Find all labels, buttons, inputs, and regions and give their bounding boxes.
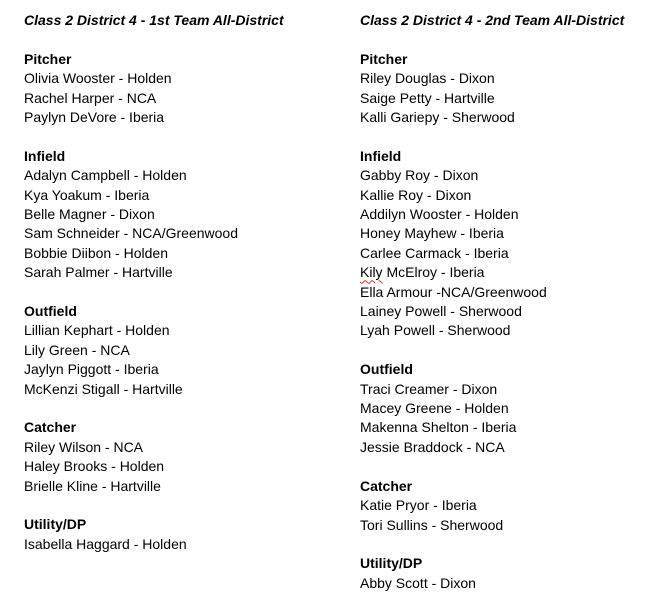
player-entry: Isabella Haggard - Holden	[24, 535, 187, 552]
section-heading: Utility/DP	[24, 516, 87, 533]
player-entry: Olivia Wooster - Holden	[24, 70, 172, 87]
second-team-section-catcher	[360, 477, 645, 535]
second-team-section-utility-dp	[360, 554, 645, 593]
section-heading: Infield	[360, 147, 402, 164]
first-team-section-pitcher	[24, 50, 344, 128]
player-entry: Lily Green - NCA	[24, 341, 130, 358]
section-heading: Utility/DP	[360, 555, 423, 572]
player-entry: Riley Wilson - NCA	[24, 438, 144, 455]
first-team-section-utility-dp	[24, 515, 344, 554]
player-entry: Sarah Palmer - Hartville	[24, 264, 173, 281]
first-team-column	[24, 11, 344, 574]
player-entry: Sam Schneider - NCA/Greenwood	[24, 225, 238, 242]
second-team-title: Class 2 District 4 - 2nd Team All-District	[360, 12, 625, 28]
player-entry: Adalyn Campbell - Holden	[24, 167, 187, 184]
player-entry: Kily McElroy - Iberia	[360, 264, 485, 281]
player-entry: Haley Brooks - Holden	[24, 458, 165, 475]
section-heading: Outfield	[24, 303, 77, 320]
player-entry: Macey Greene - Holden	[360, 400, 509, 417]
player-entry: Bobbie Diibon - Holden	[24, 244, 168, 261]
player-entry: Traci Creamer - Dixon	[360, 380, 498, 397]
player-entry: Makenna Shelton - Iberia	[360, 419, 517, 436]
first-team-section-outfield	[24, 302, 344, 399]
second-team-section-infield	[360, 147, 645, 341]
section-heading: Catcher	[24, 419, 77, 436]
player-entry: Brielle Kline - Hartville	[24, 477, 161, 494]
second-team-section-pitcher	[360, 50, 645, 128]
player-entry: Lyah Powell - Sherwood	[360, 322, 511, 339]
player-entry: Kya Yoakum - Iberia	[24, 186, 150, 203]
section-heading: Outfield	[360, 361, 413, 378]
player-entry: Kalli Gariepy - Sherwood	[360, 109, 515, 126]
player-entry: Tori Sullins - Sherwood	[360, 516, 504, 533]
player-entry: Paylyn DeVore - Iberia	[24, 109, 165, 126]
player-entry: Honey Mayhew - Iberia	[360, 225, 504, 242]
player-entry: Addilyn Wooster - Holden	[360, 206, 519, 223]
player-entry: Lillian Kephart - Holden	[24, 322, 170, 339]
second-team-column	[360, 11, 645, 613]
spellcheck-word: Kily	[360, 264, 383, 281]
player-entry: Carlee Carmack - Iberia	[360, 244, 509, 261]
first-team-title: Class 2 District 4 - 1st Team All-District	[24, 12, 284, 28]
first-team-sections	[24, 50, 344, 555]
player-entry: Ella Armour -NCA/Greenwood	[360, 283, 547, 300]
player-entry: Gabby Roy - Dixon	[360, 167, 479, 184]
player-entry: Riley Douglas - Dixon	[360, 70, 495, 87]
player-entry: Katie Pryor - Iberia	[360, 497, 477, 514]
player-entry: Rachel Harper - NCA	[24, 89, 157, 106]
player-entry: Abby Scott - Dixon	[360, 574, 476, 591]
player-entry: Saige Petty - Hartville	[360, 89, 495, 106]
section-heading: Catcher	[360, 477, 413, 494]
second-team-sections	[360, 50, 645, 593]
section-heading: Infield	[24, 147, 66, 164]
first-team-section-catcher	[24, 418, 344, 496]
first-team-section-infield	[24, 147, 344, 283]
player-entry: McKenzi Stigall - Hartville	[24, 380, 183, 397]
section-heading: Pitcher	[24, 50, 72, 67]
player-entry: Jessie Braddock - NCA	[360, 438, 505, 455]
player-entry: Kallie Roy - Dixon	[360, 186, 472, 203]
player-entry: Jaylyn Piggott - Iberia	[24, 361, 159, 378]
second-team-section-outfield	[360, 360, 645, 457]
player-entry: Belle Magner - Dixon	[24, 206, 155, 223]
section-heading: Pitcher	[360, 50, 408, 67]
player-entry: Lainey Powell - Sherwood	[360, 303, 522, 320]
